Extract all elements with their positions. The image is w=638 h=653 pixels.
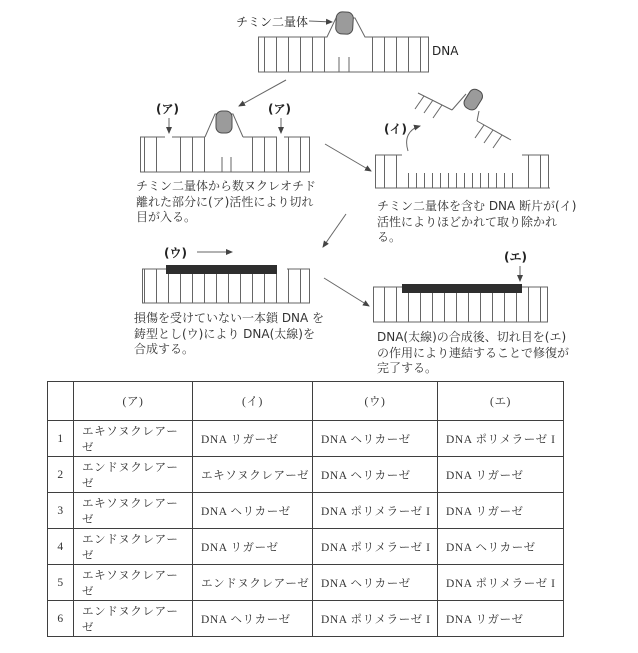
cell-i: エキソヌクレアーゼ: [193, 457, 313, 493]
cell-i: DNA リガーゼ: [193, 421, 313, 457]
unwind-arrow: [407, 126, 420, 151]
table-row: [48, 493, 564, 529]
thymine-dimer-blob: [462, 87, 485, 112]
dimer-label: チミン二量体: [236, 15, 309, 29]
cell-e: DNA ヘリカーゼ: [438, 529, 564, 565]
cell-a: エキソヌクレアーゼ: [74, 493, 193, 529]
step-a-label-left: (ア): [156, 102, 179, 116]
cell-e: DNA リガーゼ: [438, 457, 564, 493]
header-e: (エ): [438, 382, 564, 421]
cell-i: DNA リガーゼ: [193, 529, 313, 565]
step-e-caption: DNA(太線)の合成後、切れ目を(エ)の作用により連結することで修復が完了する。: [377, 330, 570, 375]
flow-arrow-3: [323, 214, 346, 247]
flow-arrow-2: [325, 144, 371, 171]
table-row: [48, 421, 564, 457]
step-i-label: (イ): [384, 122, 407, 136]
table-row: [48, 457, 564, 493]
cell-a: エンドヌクレアーゼ: [74, 601, 193, 637]
option-number: 4: [48, 529, 74, 565]
answer-options-table: [47, 381, 564, 637]
table-row: [48, 601, 564, 637]
dna-label: DNA: [432, 44, 459, 58]
new-dna-thick-line: [166, 265, 277, 274]
step-i-caption: チミン二量体を含む DNA 断片が(イ)活性によりほどかれて取り除かれる。: [377, 199, 577, 244]
step-a-label-right: (ア): [268, 102, 291, 116]
cell-u: DNA ヘリカーゼ: [313, 421, 438, 457]
header-blank: [48, 382, 74, 421]
cell-u: DNA ポリメラーゼ I: [313, 493, 438, 529]
option-number: 1: [48, 421, 74, 457]
step-e-label: (エ): [504, 250, 527, 264]
cell-e: DNA ポリメラーゼ I: [438, 565, 564, 601]
flow-arrow-4: [324, 278, 369, 306]
cell-a: エキソヌクレアーゼ: [74, 565, 193, 601]
cell-i: エンドヌクレアーゼ: [193, 565, 313, 601]
option-number: 5: [48, 565, 74, 601]
cell-a: エンドヌクレアーゼ: [74, 529, 193, 565]
excised-fragment: [415, 87, 511, 148]
table-row: [48, 565, 564, 601]
new-dna-thick-line: [402, 284, 522, 293]
header-u: (ウ): [313, 382, 438, 421]
header-a: (ア): [74, 382, 193, 421]
cell-e: DNA リガーゼ: [438, 493, 564, 529]
cell-u: DNA ポリメラーゼ I: [313, 529, 438, 565]
cell-u: DNA ヘリカーゼ: [313, 457, 438, 493]
step-u-label: (ウ): [164, 246, 187, 260]
cell-e: DNA リガーゼ: [438, 601, 564, 637]
dimer-label-pointer: [309, 21, 332, 22]
cell-u: DNA ヘリカーゼ: [313, 565, 438, 601]
ligation-step-diagram: [373, 266, 548, 322]
option-number: 2: [48, 457, 74, 493]
cell-i: DNA ヘリカーゼ: [193, 493, 313, 529]
table-row: [48, 529, 564, 565]
cell-u: DNA ポリメラーゼ I: [313, 601, 438, 637]
step-u-caption: 損傷を受けていない一本鎖 DNA を鋳型とし(ウ)により DNA(太線)を合成する。: [134, 311, 325, 356]
thymine-dimer-blob: [335, 12, 353, 35]
nick-step-diagram: [140, 111, 310, 172]
step-a-caption: チミン二量体から数ヌクレオチド離れた部分に(ア)活性により切れ目が入る。: [136, 179, 317, 224]
cell-i: DNA ヘリカーゼ: [193, 601, 313, 637]
thymine-dimer-blob: [216, 111, 232, 133]
table-header-row: [48, 382, 564, 421]
header-i: (イ): [193, 382, 313, 421]
excision-step-diagram: [375, 87, 550, 188]
option-number: 6: [48, 601, 74, 637]
cell-a: エキソヌクレアーゼ: [74, 421, 193, 457]
cell-e: DNA ポリメラーゼ I: [438, 421, 564, 457]
option-number: 3: [48, 493, 74, 529]
cell-a: エンドヌクレアーゼ: [74, 457, 193, 493]
